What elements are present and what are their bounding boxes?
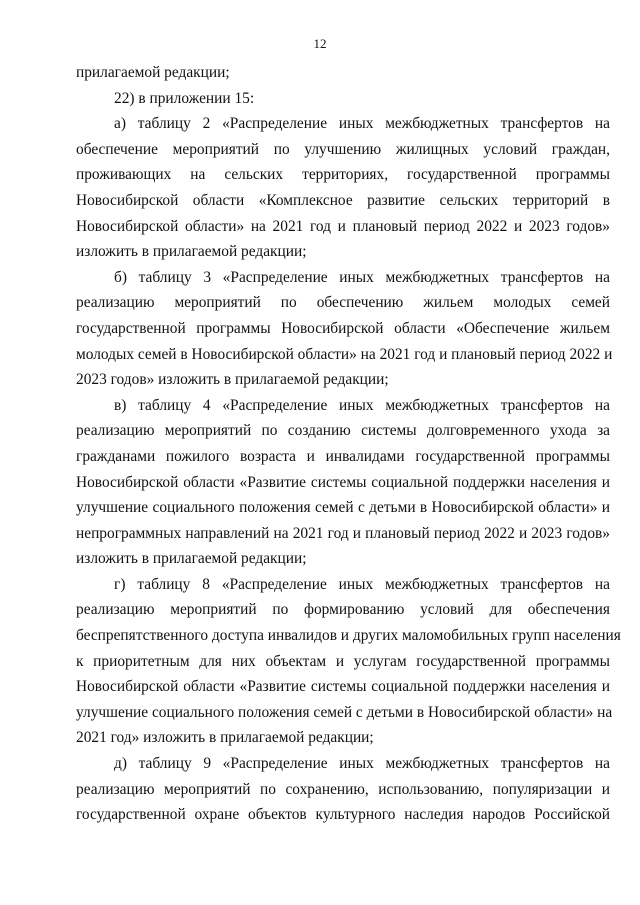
- text-line: реализацию мероприятий по сохранению, использованию, популяризации и: [76, 780, 610, 798]
- text-line: государственной программы Новосибирской области «Обеспечение жильем: [76, 319, 610, 337]
- text-line: б) таблицу 3 «Распределение иных межбюджетных трансфертов на: [114, 268, 610, 286]
- text-line: государственной охране объектов культурного наследия народов Российской: [76, 806, 610, 824]
- text-line: реализацию мероприятий по формированию условий для обеспечения: [76, 601, 610, 619]
- text-line: молодых семей в Новосибирской области» на 2021 год и плановый период 2022 и: [76, 345, 613, 363]
- document-body: [76, 60, 621, 828]
- text-line: в) таблицу 4 «Распределение иных межбюджетных трансфертов на: [114, 396, 610, 414]
- text-line: непрограммных направлений на 2021 год и плановый период 2022 и 2023 годов»: [76, 524, 610, 542]
- text-line: к приоритетным для них объектам и услугам государственной программы: [76, 652, 610, 670]
- page-number: 12: [313, 36, 327, 51]
- text-line: Новосибирской области «Развитие системы социальной поддержки населения и: [76, 473, 610, 491]
- text-line: 2021 год» изложить в прилагаемой редакции;: [76, 729, 374, 747]
- text-line: реализацию мероприятий по созданию системы долговременного ухода за: [76, 422, 610, 440]
- text-line: г) таблицу 8 «Распределение иных межбюджетных трансфертов на: [114, 575, 610, 593]
- text-line: Новосибирской области» на 2021 год и плановый период 2022 и 2023 годов»: [76, 217, 610, 235]
- text-line: реализацию мероприятий по обеспечению жильем молодых семей: [76, 294, 610, 312]
- text-line: улучшение социального положения семей с детьми в Новосибирской области» на: [76, 703, 613, 721]
- text-line: изложить в прилагаемой редакции;: [76, 550, 307, 568]
- text-line: а) таблицу 2 «Распределение иных межбюджетных трансфертов на: [114, 115, 610, 133]
- text-line: улучшение социального положения семей с детьми в Новосибирской области» и: [76, 499, 610, 517]
- text-line: д) таблицу 9 «Распределение иных межбюджетных трансфертов на: [114, 755, 610, 773]
- text-line: 2023 годов» изложить в прилагаемой редакции;: [76, 371, 389, 389]
- text-line: проживающих на сельских территориях, государственной программы: [76, 166, 610, 184]
- text-line: беспрепятственного доступа инвалидов и других маломобильных групп населения: [76, 627, 621, 645]
- text-line: прилагаемой редакции;: [76, 64, 230, 81]
- text-line: Новосибирской области «Комплексное развитие сельских территорий в: [76, 191, 610, 209]
- text-line: 22) в приложении 15:: [114, 89, 255, 107]
- text-line: гражданами пожилого возраста и инвалидами государственной программы: [76, 447, 610, 465]
- text-line: изложить в прилагаемой редакции;: [76, 243, 307, 261]
- text-line: Новосибирской области «Развитие системы социальной поддержки населения и: [76, 678, 610, 696]
- text-line: обеспечение мероприятий по улучшению жилищных условий граждан,: [76, 140, 610, 158]
